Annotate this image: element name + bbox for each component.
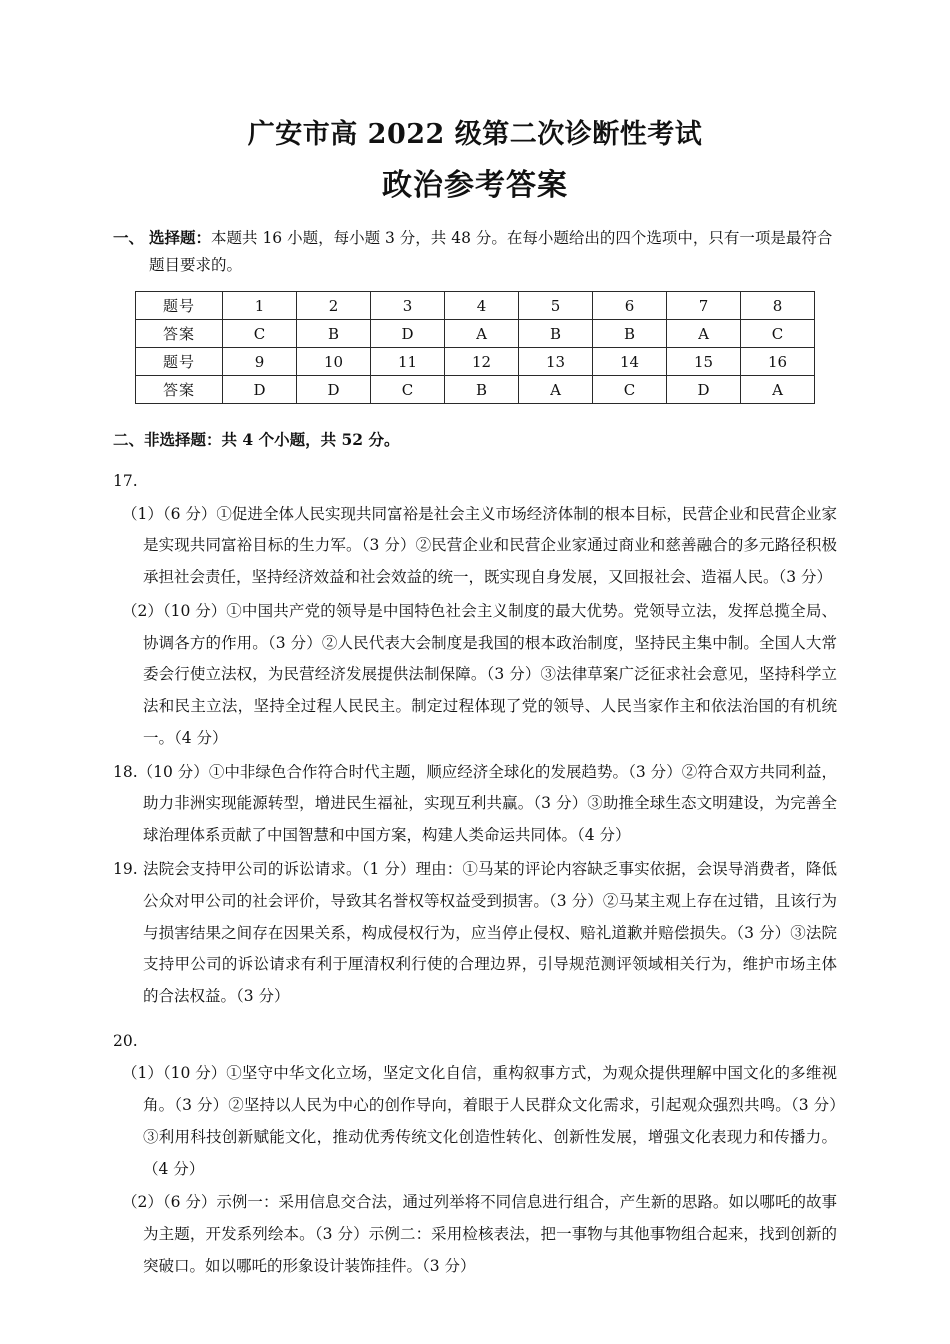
row-header: 题号 — [136, 348, 223, 376]
row-header: 答案 — [136, 320, 223, 348]
section-one-heading — [113, 224, 837, 279]
section-one-lead-text: 一、 — [113, 227, 145, 247]
question-18 — [113, 757, 837, 852]
table-cell: 13 — [519, 348, 593, 376]
table-cell: 12 — [445, 348, 519, 376]
table-cell: B — [445, 376, 519, 404]
table-row — [136, 348, 815, 376]
table-cell: A — [445, 320, 519, 348]
table-cell: C — [371, 376, 445, 404]
question-17-part-1 — [113, 499, 837, 594]
section-one-lead — [113, 224, 144, 252]
table-cell: C — [593, 376, 667, 404]
part-text: ①中国共产党的领导是中国特色社会主义制度的最大优势。党领导立法，发挥总揽全局、协调各方的作用。（3 分）②人民代表大会制度是我国的根本政治制度，坚持民主集中制。全国人大常委会行使立法权，为民营经济发展提供法制保障。（3 分）③法律草案广泛征求社会意见，坚持科学立法和民主立法，坚持全过程人民民主。制定过程体现了党的领导、人民当家作主和依法治国的有机统一。（4 分） — [143, 596, 837, 755]
page-content — [113, 0, 837, 1283]
table-cell: 9 — [223, 348, 297, 376]
question-text: ①中非绿色合作符合时代主题，顺应经济全球化的发展趋势。（3 分）②符合双方共同利益，助力非洲实现能源转型，增进民生福祉，实现互利共赢。（3 分）③助推全球生态文明建设，为完善全球治理体系贡献了中国智慧和中国方案，构建人类命运共同体。（4 分） — [143, 757, 837, 852]
table-row — [136, 292, 815, 320]
answer-table-wrapper — [113, 291, 837, 404]
section-one-description: 本题共 16 小题，每小题 3 分，共 48 分。在每小题给出的四个选项中，只有一项是最符合题目要求的。 — [149, 228, 833, 274]
part-marker: （1）（10 分） — [122, 1064, 227, 1083]
question-number-17: 17. — [113, 472, 138, 491]
table-cell: 14 — [593, 348, 667, 376]
page-subtitle: 政治参考答案 — [382, 167, 568, 203]
table-cell: 3 — [371, 292, 445, 320]
part-marker: （2）（10 分） — [122, 601, 227, 620]
part-text: ①坚守中华文化立场，坚定文化自信，重构叙事方式，为观众提供理解中国文化的多维视角。（3 分）②坚持以人民为中心的创作导向，着眼于人民群众文化需求，引起观众强烈共鸣。（3 分）③利用科技创新赋能文化，推动优秀传统文化创造性转化、创新性发展，增强文化表现力和传播力。（4 分） — [143, 1058, 837, 1185]
table-cell: A — [741, 376, 815, 404]
table-cell: D — [371, 320, 445, 348]
question-number-20: 20. — [113, 1031, 138, 1050]
table-cell: D — [667, 376, 741, 404]
section-one-label: 选择题： — [149, 227, 212, 247]
table-cell: 2 — [297, 292, 371, 320]
part-text: 示例一：采用信息交合法，通过列举将不同信息进行组合，产生新的思路。如以哪吒的故事为主题，开发系列绘本。（3 分）示例二：采用检核表法，把一事物与其他事物组合起来，找到创新的突破口。如以哪吒的形象设计装饰挂件。（3 分） — [143, 1187, 837, 1282]
table-cell: 10 — [297, 348, 371, 376]
table-cell: A — [519, 376, 593, 404]
question-text: 法院会支持甲公司的诉讼请求。（1 分）理由：①马某的评论内容缺乏事实依据，会误导消费者，降低公众对甲公司的社会评价，导致其名誉权等权益受到损害。（3 分）②马某主观上存在过错，且该行为与损害结果之间存在因果关系，构成侵权行为，应当停止侵权、赔礼道歉并赔偿损失。（3 分）③法院支持甲公司的诉讼请求有利于厘清权利行使的合理边界，引导规范测评领域相关行为，维护市场主体的合法权益。（3 分） — [143, 859, 837, 1006]
table-cell: 15 — [667, 348, 741, 376]
section-two-heading: 二、非选择题：共 4 个小题，共 52 分。 — [113, 430, 400, 449]
table-cell: B — [593, 320, 667, 348]
question-17-part-2 — [113, 596, 837, 755]
question-20-part-1 — [113, 1058, 837, 1185]
table-row — [136, 320, 815, 348]
part-marker: （1）（6 分） — [122, 504, 217, 523]
table-cell: 4 — [445, 292, 519, 320]
table-cell: 6 — [593, 292, 667, 320]
table-cell: 1 — [223, 292, 297, 320]
answer-table — [135, 291, 815, 404]
page-title: 广安市高 2022 级第二次诊断性考试 — [247, 119, 703, 150]
answer-table-body — [136, 292, 815, 404]
table-cell: 16 — [741, 348, 815, 376]
question-marker: 19. — [113, 859, 138, 878]
table-cell: D — [297, 376, 371, 404]
table-row — [136, 376, 815, 404]
row-header: 答案 — [136, 376, 223, 404]
table-cell: D — [223, 376, 297, 404]
part-marker: （2）（6 分） — [122, 1193, 217, 1212]
row-header: 题号 — [136, 292, 223, 320]
table-cell: B — [519, 320, 593, 348]
table-cell: A — [667, 320, 741, 348]
part-text: ①促进全体人民实现共同富裕是社会主义市场经济体制的根本目标，民营企业和民营企业家是实现共同富裕目标的生力军。（3 分）②民营企业和民营企业家通过商业和慈善融合的多元路径积极承担社会责任，坚持经济效益和社会效益的统一，既实现自身发展，又回报社会、造福人民。（3 分） — [143, 499, 837, 594]
question-19 — [113, 854, 837, 1013]
table-cell: 7 — [667, 292, 741, 320]
table-cell: C — [223, 320, 297, 348]
table-cell: C — [741, 320, 815, 348]
table-cell: 5 — [519, 292, 593, 320]
table-cell: B — [297, 320, 371, 348]
table-cell: 8 — [741, 292, 815, 320]
question-marker: 18.（10 分） — [113, 762, 209, 781]
table-cell: 11 — [371, 348, 445, 376]
question-20-part-2 — [113, 1187, 837, 1282]
